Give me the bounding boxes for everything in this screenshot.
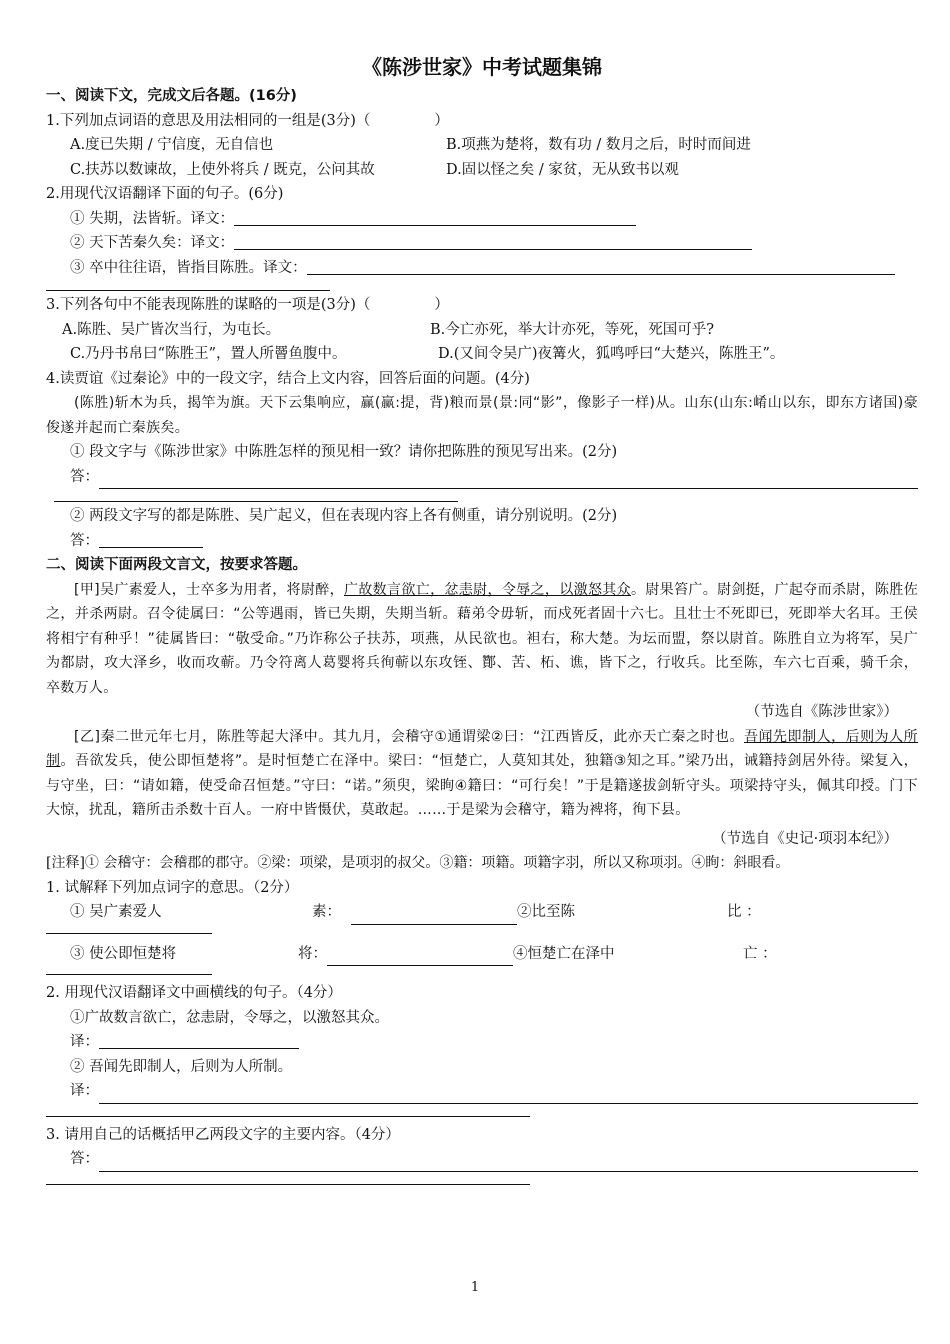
answer-blank[interactable] bbox=[234, 209, 636, 226]
answer-line[interactable] bbox=[46, 925, 212, 934]
s1-q3-option-d: D.(又间令吴广)夜篝火，狐鸣呼曰“大楚兴，陈胜王”。 bbox=[438, 346, 785, 362]
s1-q2-s1: ① 失期，法皆斩。译文： bbox=[46, 207, 918, 232]
s2-q3-answer: 答： bbox=[46, 1147, 918, 1172]
s2-q2-s1: ①广故数言欲亡，忿恚尉，令辱之，以激怒其众。 bbox=[70, 1009, 389, 1026]
page-title: 《陈涉世家》中考试题集锦 bbox=[362, 55, 602, 79]
answer-line[interactable] bbox=[46, 280, 330, 291]
s1-q4-answer2: 答： bbox=[46, 529, 918, 554]
s1-q1-option-b: B.项燕为楚将，数有功 / 数月之后，时时而间进 bbox=[446, 137, 751, 153]
passage-yi-source: （节选自《史记·项羽本纪》） bbox=[712, 830, 898, 847]
s1-q3-options-row1 bbox=[46, 318, 918, 343]
section-2-heading: 二、阅读下面两段文言文，按要求答题。 bbox=[46, 557, 307, 573]
s1-q1-stem: 1.下列加点词语的意思及用法相同的一组是(3分)（ ） bbox=[46, 112, 449, 129]
s2-q1-row2: ③ 使公即恒楚将 将： ④恒楚亡在泽中 亡 ： bbox=[46, 942, 918, 967]
underlined-sentence: 吾闻先即制人，后则为人所制 bbox=[46, 728, 918, 769]
s1-q2-stem: 2.用现代汉语翻译下面的句子。(6分) bbox=[46, 186, 284, 202]
s1-q3-option-a: A.陈胜、吴广皆次当行，为屯长。 bbox=[62, 321, 281, 338]
s2-q1-stem: 1. 试解释下列加点词字的意思。（2分） bbox=[46, 879, 299, 896]
answer-blank[interactable] bbox=[351, 908, 517, 925]
answer-blank[interactable] bbox=[99, 472, 918, 489]
s1-q4-stem: 4.读贾谊《过秦论》中的一段文字，结合上文内容，回答后面的问题。(4分) bbox=[46, 370, 530, 387]
answer-line[interactable] bbox=[46, 966, 212, 975]
s1-q2-s2: ② 天下苦秦久矣：译文： bbox=[46, 231, 918, 256]
s2-q2-stem: 2. 用现代汉语翻译文中画横线的句子。（4分） bbox=[46, 985, 342, 1001]
s1-q1-options-row1 bbox=[46, 133, 918, 158]
answer-line[interactable] bbox=[54, 489, 458, 502]
answer-line[interactable] bbox=[46, 1172, 530, 1185]
answer-blank[interactable] bbox=[99, 1087, 918, 1104]
s1-q3-option-b: B.今亡亦死，举大计亦死，等死，死国可乎? bbox=[430, 321, 715, 338]
page-number: 1 bbox=[470, 1279, 480, 1295]
answer-line[interactable] bbox=[46, 1104, 530, 1117]
answer-blank[interactable] bbox=[307, 258, 895, 275]
annotation-notes: [注释]① 会稽守：会稽郡的郡守。②梁：项梁，是项羽的叔父。③籍：项籍。项籍字羽，所以又称项羽。④眴：斜眼看。 bbox=[46, 855, 790, 871]
s1-q1-option-c: C.扶苏以数谏故，上使外将兵 / 既克，公问其故 bbox=[70, 161, 375, 178]
s1-q3-option-c: C.乃丹书帛曰“陈胜王”，置人所罾鱼腹中。 bbox=[70, 346, 347, 362]
s1-q3-options-row2 bbox=[46, 342, 918, 367]
passage-jia: [甲]吴广素爱人，士卒多为用者，将尉醉，广故数言欲亡，忿恚尉，令辱之，以激怒其众。尉果笞广。尉剑挺，广起夺而杀尉，陈胜佐之，并杀两尉。召令徒属曰：“公等遇雨，皆已失期，失期当斩。藉弟令毋斩，而戍死者固十六七。且壮士不死即已，死即举大名耳。王侯将相宁有种乎！”徒属皆曰：“敬受命。”乃诈称公子扶苏，项燕，从民欲也。袒右，称大楚。为坛而盟，祭以尉首。陈胜自立为将军，吴广为都尉，攻大泽乡，收而攻蕲。乃令符离人葛婴将兵徇蕲以东攻铚、酇、苦、柘、谯，皆下之，行收兵。比至陈，车六七百乘，骑千余，卒数万人。 bbox=[46, 581, 919, 696]
underlined-sentence: 广故数言欲亡，忿恚尉，令辱之，以激怒其众 bbox=[343, 581, 632, 598]
answer-blank[interactable] bbox=[99, 531, 203, 548]
s2-q2-s2: ② 吾闻先即制人，后则为人所制。 bbox=[70, 1058, 293, 1075]
s2-q1-row1: ① 吴广素爱人 素： ②比至陈 比 ： bbox=[46, 900, 918, 925]
s1-q3-stem: 3.下列各句中不能表现陈胜的谋略的一项是(3分)（ ） bbox=[46, 297, 449, 313]
s1-q1-options-row2 bbox=[46, 158, 918, 183]
s1-q4-sub1: ① 段文字与《陈涉世家》中陈胜怎样的预见相一致？请你把陈胜的预见写出来。(2分) bbox=[70, 444, 618, 460]
s1-q2-s3: ③ 卒中往往语，皆指目陈胜。译文： bbox=[46, 256, 918, 281]
answer-blank[interactable] bbox=[99, 1155, 918, 1172]
s2-q2-answer2: 译： bbox=[46, 1079, 918, 1104]
s1-q1-option-a: A.度已失期 / 宁信度，无自信也 bbox=[70, 137, 274, 153]
s1-q4-answer1: 答： bbox=[46, 465, 918, 490]
s2-q3-stem: 3. 请用自己的话概括甲乙两段文字的主要内容。（4分） bbox=[46, 1126, 400, 1143]
answer-blank[interactable] bbox=[234, 233, 752, 250]
section-1-heading: 一、阅读下文，完成文后各题。(16分) bbox=[46, 88, 297, 104]
answer-blank[interactable] bbox=[99, 1032, 299, 1049]
s1-q4-passage: (陈胜)斩木为兵，揭竿为旗。天下云集响应，赢(赢:提，背)粮而景(景:同“影”，像影子一样)从。山东(山东:崤山以东，即东方诸国)豪俊遂并起而亡秦族矣。 bbox=[46, 395, 918, 436]
passage-jia-source: （节选自《陈涉世家》） bbox=[745, 704, 898, 720]
s2-q2-answer1: 译： bbox=[46, 1030, 918, 1055]
answer-blank[interactable] bbox=[327, 949, 513, 966]
s1-q1-option-d: D.固以怪之矣 / 家贫，无从致书以观 bbox=[446, 161, 679, 178]
passage-yi: [乙]秦二世元年七月，陈胜等起大泽中。其九月，会稽守①通谓梁②曰：“江西皆反，此亦天亡秦之时也。吾闻先即制人，后则为人所制。吾欲发兵，使公即恒楚将”。是时恒楚亡在泽中。梁曰：“恒楚亡，人莫知其处，独籍③知之耳。”梁乃出，诫籍持剑居外待。梁复入，与守坐，曰：“请如籍，使受命召恒楚。”守曰：“诺。”须臾，梁眴④籍曰：“可行矣！”于是籍遂拔剑斩守头。项梁持守头，佩其印授。门下大惊，扰乱，籍所击杀数十百人。一府中皆慑伏，莫敢起。……于是梁为会稽守，籍为裨将，徇下县。 bbox=[46, 728, 918, 818]
s1-q4-sub2: ② 两段文字写的都是陈胜、吴广起义，但在表现内容上各有侧重，请分别说明。(2分) bbox=[70, 508, 618, 524]
